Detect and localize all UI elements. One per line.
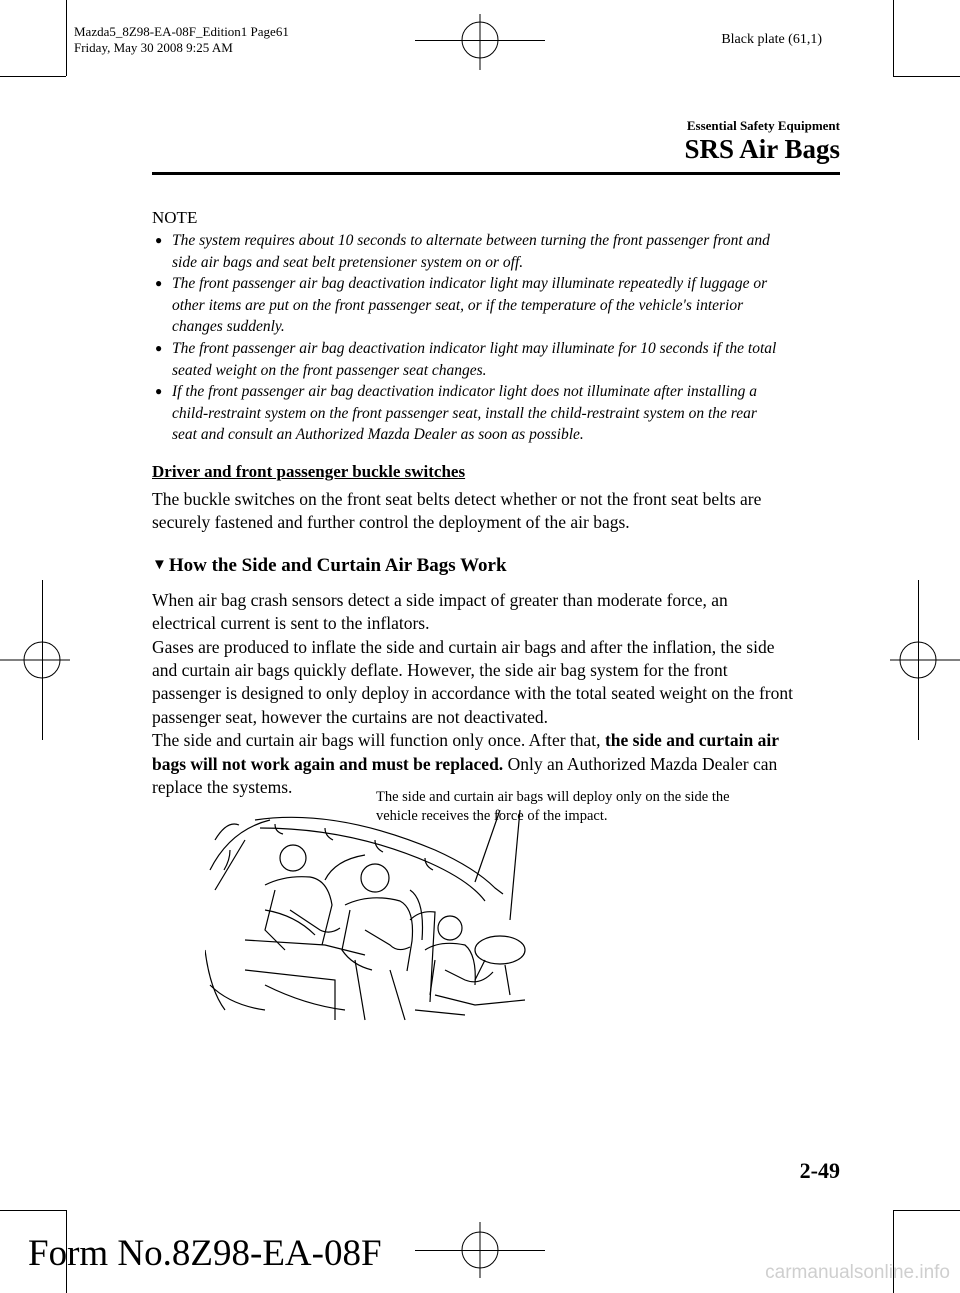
buckle-paragraph: The buckle switches on the front seat belts detect whether or not the front seat belts are securely fastened and further control the deployment of the air bags. <box>152 488 762 533</box>
note-list <box>152 230 842 446</box>
registration-mark-left <box>0 620 70 700</box>
note-item: ● The front passenger air bag deactivation indicator light may illuminate repeatedly if luggage or other items are put on the front passenger seat, or if the temperature of the vehicle's interior changes suddenly. <box>155 275 768 336</box>
header-rule <box>152 172 840 175</box>
side-curtain-heading <box>152 555 842 577</box>
bullet-icon: ● <box>155 384 163 399</box>
watermark: carmanualsonline.info <box>765 1262 950 1283</box>
bullet-icon: ● <box>155 340 163 355</box>
form-number: Form No.8Z98-EA-08F <box>28 1233 382 1274</box>
airbag-illustration <box>205 810 545 1025</box>
page-title: SRS Air Bags <box>684 134 840 164</box>
bullet-icon: ● <box>155 233 163 247</box>
bullet-icon: ● <box>155 276 163 291</box>
note-item: ● If the front passenger air bag deactivation indicator light does not illuminate after installing a child-restraint system on the front passenger seat, install the child-restraint system on the rear seat and consult an Authorized Mazda Dealer as soon as possible. <box>155 383 757 444</box>
registration-mark-right <box>890 620 960 700</box>
print-meta-date: Friday, May 30 2008 9:25 AM <box>74 40 233 55</box>
page-number: 2-49 <box>799 1158 840 1183</box>
print-meta <box>74 24 289 56</box>
note-item: ● The system requires about 10 seconds to alternate between turning the front passenger front and side air bags and seat belt pretensioner system on or off. <box>155 232 770 271</box>
note-item: ● The front passenger air bag deactivation indicator light may illuminate for 10 seconds if the total seated weight on the front passenger seat changes. <box>155 339 777 379</box>
buckle-heading: Driver and front passenger buckle switches <box>152 461 466 481</box>
figure-caption: The side and curtain air bags will deploy only on the side the vehicle receives the force of the impact. <box>376 789 730 824</box>
triangle-icon: ▼ <box>152 557 167 574</box>
print-meta-file: Mazda5_8Z98-EA-08F_Edition1 Page61 <box>74 24 289 39</box>
note-title: NOTE <box>152 208 198 227</box>
section-category: Essential Safety Equipment <box>686 118 840 133</box>
side-curtain-paragraph: When air bag crash sensors detect a side impact of greater than moderate force, an electrical current is sent to the inflators. Gases are produced to inflate the side and curtain air bags and after the inflation, the side and curtain air bags quickly deflate. However, the side air bag system for the front passenger is designed to only deploy in accordance with the total seated weight on the front passenger seat, however the curtains are not deactivated. The side and curtain air bags will function only once. After that, the side and curtain air bags will not work again and must be replaced. Only an Authorized Mazda Dealer can replace the systems. <box>152 589 793 797</box>
plate-label: Black plate (61,1) <box>721 32 822 47</box>
side-curtain-heading-text: How the Side and Curtain Air Bags Work <box>168 554 507 576</box>
registration-mark-top <box>440 14 520 70</box>
registration-mark-bottom <box>440 1222 520 1278</box>
main-content <box>152 208 842 799</box>
